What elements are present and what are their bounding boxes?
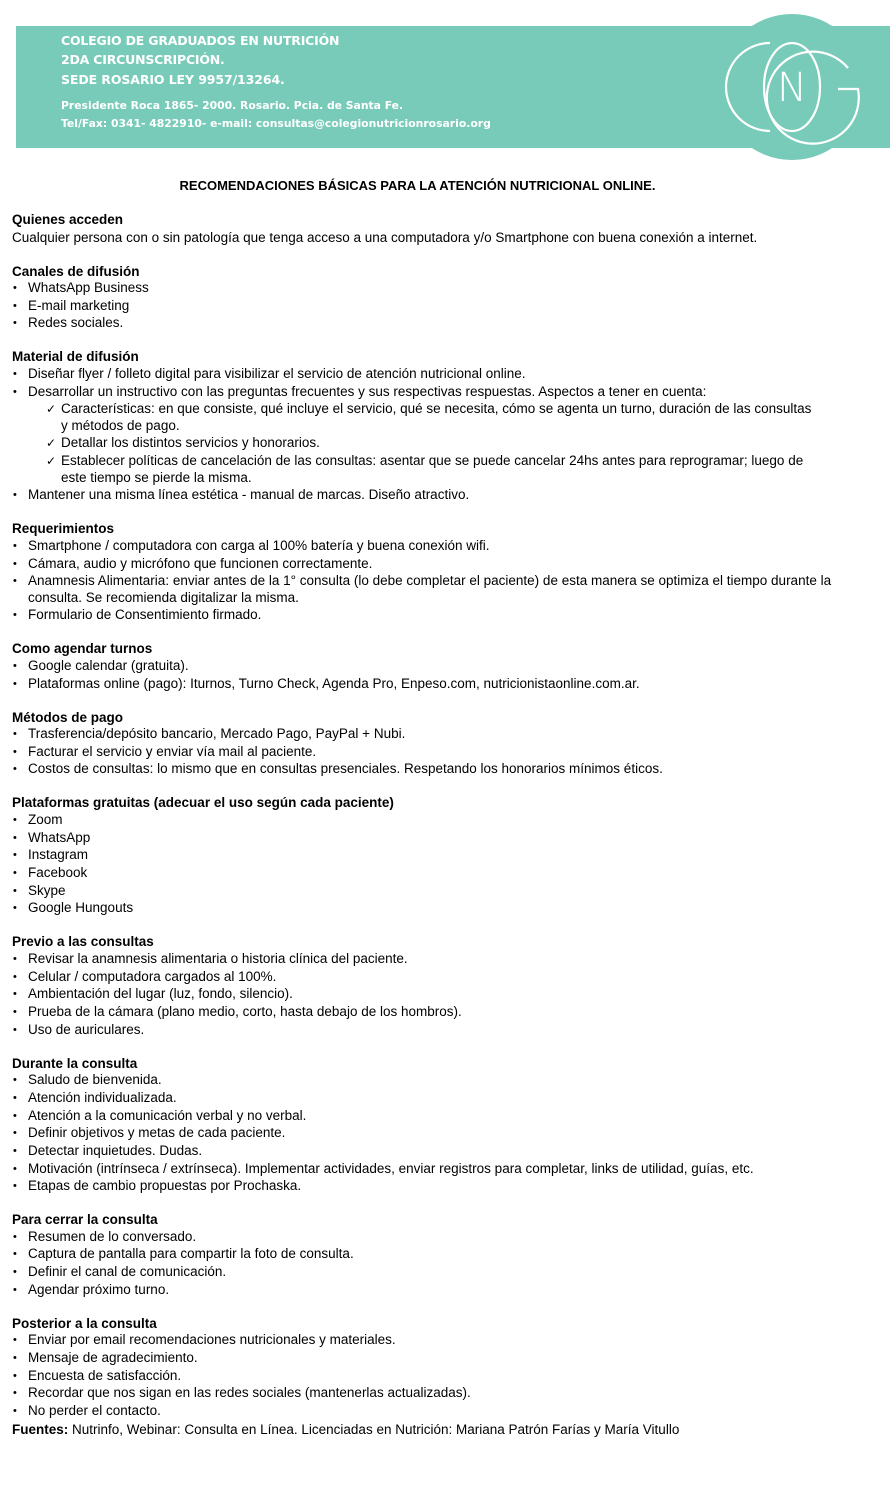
list-item — [12, 1282, 872, 1299]
bullet-icon: • — [13, 1405, 17, 1418]
bullet-list — [12, 658, 872, 692]
list-item — [12, 1161, 872, 1178]
bullet-icon: • — [13, 299, 17, 312]
bullet-list — [12, 1229, 872, 1299]
list-item — [12, 1403, 872, 1420]
list-item-text: No perder el contacto. — [28, 1403, 161, 1419]
bullet-icon: • — [13, 884, 17, 897]
list-item — [12, 658, 872, 675]
section-requerimientos — [12, 520, 872, 624]
list-item — [12, 969, 872, 986]
list-item-text: Desarrollar un instructivo con las preguntas frecuentes y sus respectivas respuestas. Aspectos a tener en cuenta: — [28, 383, 707, 399]
college-logo-icon — [718, 13, 866, 161]
list-item-text: Facturar el servicio y enviar vía mail al paciente. — [28, 743, 317, 759]
section-title: Plataformas gratuitas (adecuar el uso según cada paciente) — [12, 795, 394, 811]
bullet-icon: • — [13, 1369, 17, 1382]
bullet-icon: • — [13, 557, 17, 570]
section-title: Quienes acceden — [12, 212, 124, 227]
org-name: COLEGIO DE GRADUADOS EN NUTRICIÓN — [61, 33, 340, 48]
list-item — [12, 1072, 872, 1089]
checkmark-icon: ✓ — [46, 436, 57, 451]
list-item-text: Anamnesis Alimentaria: enviar antes de la 1° consulta (lo debe completar el paciente) de esta manera se optimiza el tiempo durante la consulta. Se recomienda digitalizar la misma. — [28, 573, 832, 605]
list-item-text: Definir el canal de comunicación. — [28, 1264, 227, 1280]
org-seat: SEDE ROSARIO LEY 9957/13264. — [61, 72, 285, 87]
bullet-icon: • — [13, 813, 17, 826]
section-title: Material de difusión — [12, 349, 139, 365]
bullet-icon: • — [13, 575, 17, 588]
bullet-list — [12, 538, 872, 624]
bullet-icon: • — [13, 1023, 17, 1036]
list-item — [12, 900, 872, 917]
list-item — [12, 607, 872, 624]
checklist — [12, 401, 872, 486]
list-item — [12, 556, 872, 573]
list-item-text: Prueba de la cámara (plano medio, corto, hasta debajo de los hombros). — [28, 1003, 462, 1019]
bullet-list — [12, 1332, 872, 1419]
list-item-text: Uso de auriculares. — [28, 1021, 145, 1037]
list-item — [12, 847, 872, 864]
list-item-text: Encuesta de satisfacción. — [28, 1367, 182, 1383]
list-item — [12, 1090, 872, 1107]
list-item-text: Mantener una misma línea estética - manual de marcas. Diseño atractivo. — [28, 487, 470, 503]
bullet-icon: • — [13, 659, 17, 672]
list-item-text: Smartphone / computadora con carga al 100% batería y buena conexión wifi. — [28, 537, 490, 553]
checkmark-icon: ✓ — [46, 454, 57, 469]
list-item-text: Saludo de bienvenida. — [28, 1072, 162, 1088]
org-contact: Tel/Fax: 0341- 4822910- e-mail: consultas@colegionutricionrosario.org — [61, 117, 491, 130]
bullet-icon: • — [13, 1334, 17, 1347]
list-item — [12, 761, 872, 778]
bullet-icon: • — [13, 831, 17, 844]
section-metodos-pago — [12, 709, 872, 778]
org-circunscription: 2DA CIRCUNSCRIPCIÓN. — [61, 52, 225, 67]
checklist-item-text: Características: en que consiste, qué incluye el servicio, qué se necesita, cómo se agenta un turno, duración de las consultas y métodos de pago. — [61, 401, 812, 433]
bullet-icon: • — [13, 1352, 17, 1364]
sources-text: Nutrinfo, Webinar: Consulta en Línea. Licenciadas en Nutrición: Mariana Patrón Farías y María Vitullo — [68, 1421, 680, 1437]
list-item — [12, 280, 872, 297]
bullet-icon: • — [13, 1005, 17, 1018]
list-item-text: Agendar próximo turno. — [28, 1281, 170, 1297]
logo-letter: N — [777, 65, 807, 111]
document-body — [12, 211, 872, 1438]
list-item — [12, 1125, 872, 1142]
bullet-icon: • — [13, 282, 17, 294]
section-title: Requerimientos — [12, 521, 115, 537]
bullet-list — [12, 487, 872, 504]
list-item — [12, 298, 872, 315]
list-item — [12, 1385, 872, 1402]
list-item-text: Mensaje de agradecimiento. — [28, 1350, 198, 1365]
list-item-text: WhatsApp — [28, 829, 91, 845]
section-title: Durante la consulta — [12, 1055, 138, 1071]
section-durante — [12, 1055, 872, 1195]
bullet-icon: • — [13, 385, 17, 398]
list-item — [12, 1229, 872, 1246]
bullet-list — [12, 1072, 872, 1195]
sources-label: Fuentes: — [12, 1421, 69, 1437]
list-item-text: Enviar por email recomendaciones nutricionales y materiales. — [28, 1332, 396, 1348]
list-item-text: Detectar inquietudes. Dudas. — [28, 1142, 203, 1158]
list-item — [12, 1332, 872, 1349]
list-item-text: Motivación (intrínseca / extrínseca). Implementar actividades, enviar registros para completar, links de utilidad, guías, etc. — [28, 1160, 754, 1176]
list-item-text: Google calendar (gratuita). — [28, 657, 189, 673]
bullet-icon: • — [13, 1144, 17, 1157]
list-item — [12, 1022, 872, 1039]
list-item-text: E-mail marketing — [28, 297, 130, 313]
list-item-text: Captura de pantalla para compartir la foto de consulta. — [28, 1246, 354, 1262]
section-text: Cualquier persona con o sin patología que tenga acceso a una computadora y/o Smartphone con buena conexión a internet. — [12, 229, 758, 245]
list-item — [12, 1368, 872, 1385]
list-item-text: Recordar que nos sigan en las redes sociales (mantenerlas actualizadas). — [28, 1385, 471, 1401]
list-item — [12, 573, 872, 606]
bullet-list — [12, 812, 872, 917]
bullet-icon: • — [13, 1127, 17, 1140]
bullet-icon: • — [13, 539, 17, 552]
list-item-text: Atención individualizada. — [28, 1089, 177, 1105]
checklist-item — [44, 453, 821, 486]
bullet-icon: • — [13, 1230, 17, 1243]
bullet-list — [12, 366, 872, 400]
list-item — [12, 951, 872, 968]
list-item — [12, 986, 872, 1003]
section-quienes-acceden — [12, 211, 872, 246]
bullet-icon: • — [13, 988, 17, 1001]
checklist-item-text: Detallar los distintos servicios y honorarios. — [61, 435, 320, 451]
list-item-text: Instagram — [28, 847, 89, 863]
bullet-icon: • — [13, 677, 17, 690]
checklist-item — [44, 435, 821, 452]
list-item-text: Cámara, audio y micrófono que funcionen correctamente. — [28, 555, 373, 571]
bullet-icon: • — [13, 902, 17, 915]
list-item-text: Celular / computadora cargados al 100%. — [28, 968, 277, 984]
bullet-icon: • — [13, 1387, 17, 1400]
section-title: Canales de difusión — [12, 263, 140, 279]
bullet-icon: • — [13, 849, 17, 862]
section-canales — [12, 263, 872, 332]
bullet-icon: • — [13, 970, 17, 983]
checklist-item-text: Establecer políticas de cancelación de las consultas: asentar que se puede cancelar 24hs antes para reprogramar; luego de este tiempo se pierde la misma. — [61, 453, 804, 485]
list-item — [12, 1143, 872, 1160]
list-item — [12, 1350, 872, 1367]
list-item — [12, 1178, 872, 1195]
bullet-icon: • — [13, 1248, 17, 1261]
sources-line — [12, 1421, 872, 1438]
section-posterior — [12, 1315, 872, 1420]
bullet-icon: • — [13, 489, 17, 502]
list-item — [12, 830, 872, 847]
bullet-list — [12, 951, 872, 1038]
org-address: Presidente Roca 1865- 2000. Rosario. Pcia. de Santa Fe. — [61, 99, 404, 112]
section-agendar-turnos — [12, 640, 872, 692]
bullet-icon: • — [13, 1266, 17, 1279]
section-title: Previo a las consultas — [12, 934, 154, 950]
bullet-icon: • — [13, 745, 17, 758]
list-item — [12, 315, 872, 332]
document-title: RECOMENDACIONES BÁSICAS PARA LA ATENCIÓN NUTRICIONAL ONLINE. — [179, 178, 656, 193]
bullet-icon: • — [13, 317, 17, 330]
bullet-icon: • — [13, 1162, 17, 1175]
list-item — [12, 1108, 872, 1125]
list-item-text: Diseñar flyer / folleto digital para visibilizar el servicio de atención nutricional online. — [28, 365, 526, 381]
bullet-icon: • — [13, 609, 17, 622]
list-item-text: Formulario de Consentimiento firmado. — [28, 607, 262, 623]
list-item-text: Etapas de cambio propuestas por Prochaska. — [28, 1178, 302, 1194]
bullet-list — [12, 280, 872, 332]
checkmark-icon: ✓ — [46, 402, 57, 417]
bullet-icon: • — [13, 1180, 17, 1193]
list-item-text: Facebook — [28, 865, 88, 880]
list-item — [12, 812, 872, 829]
list-item-text: WhatsApp Business — [28, 280, 149, 295]
list-item-text: Redes sociales. — [28, 315, 124, 331]
section-title: Como agendar turnos — [12, 641, 153, 657]
list-item-text: Atención a la comunicación verbal y no verbal. — [28, 1107, 307, 1123]
section-title: Posterior a la consulta — [12, 1315, 157, 1331]
bullet-icon: • — [13, 728, 17, 741]
list-item-text: Trasferencia/depósito bancario, Mercado Pago, PayPal + Nubi. — [28, 726, 406, 742]
bullet-icon: • — [13, 763, 17, 776]
list-item — [12, 883, 872, 900]
list-item — [12, 865, 872, 882]
section-plataformas-gratuitas — [12, 794, 872, 916]
list-item — [12, 1004, 872, 1021]
list-item-text: Google Hungouts — [28, 900, 134, 916]
list-item-text: Plataformas online (pago): Iturnos, Turno Check, Agenda Pro, Enpeso.com, nutricionistaonline.com.ar. — [28, 675, 640, 691]
section-material — [12, 348, 872, 503]
list-item-text: Resumen de lo conversado. — [28, 1228, 197, 1244]
list-item-text: Ambientación del lugar (luz, fondo, silencio). — [28, 986, 293, 1002]
list-item — [12, 676, 872, 693]
bullet-icon: • — [13, 952, 17, 965]
bullet-icon: • — [13, 1074, 17, 1087]
bullet-icon: • — [13, 1283, 17, 1296]
bullet-icon: • — [13, 367, 17, 380]
list-item — [12, 744, 872, 761]
list-item — [12, 1246, 872, 1263]
bullet-list — [12, 726, 872, 778]
list-item-text: Zoom — [28, 811, 63, 827]
section-title: Para cerrar la consulta — [12, 1212, 158, 1228]
list-item-text: Costos de consultas: lo mismo que en consultas presenciales. Respetando los honorarios mínimos éticos. — [28, 761, 663, 777]
bullet-icon: • — [13, 867, 17, 879]
list-item — [12, 366, 872, 383]
list-item-text: Definir objetivos y metas de cada paciente. — [28, 1125, 286, 1141]
bullet-icon: • — [13, 1109, 17, 1122]
list-item — [12, 1264, 872, 1281]
section-previo — [12, 933, 872, 1038]
list-item-text: Skype — [28, 882, 66, 898]
list-item — [12, 487, 872, 504]
checklist-item — [44, 401, 821, 434]
bullet-icon: • — [13, 1091, 17, 1104]
org-info — [61, 31, 491, 133]
section-cerrar — [12, 1211, 872, 1298]
list-item — [12, 384, 872, 401]
list-item-text: Revisar la anamnesis alimentaria o historia clínica del paciente. — [28, 950, 408, 966]
list-item — [12, 538, 872, 555]
section-title: Métodos de pago — [12, 709, 123, 725]
list-item — [12, 726, 872, 743]
